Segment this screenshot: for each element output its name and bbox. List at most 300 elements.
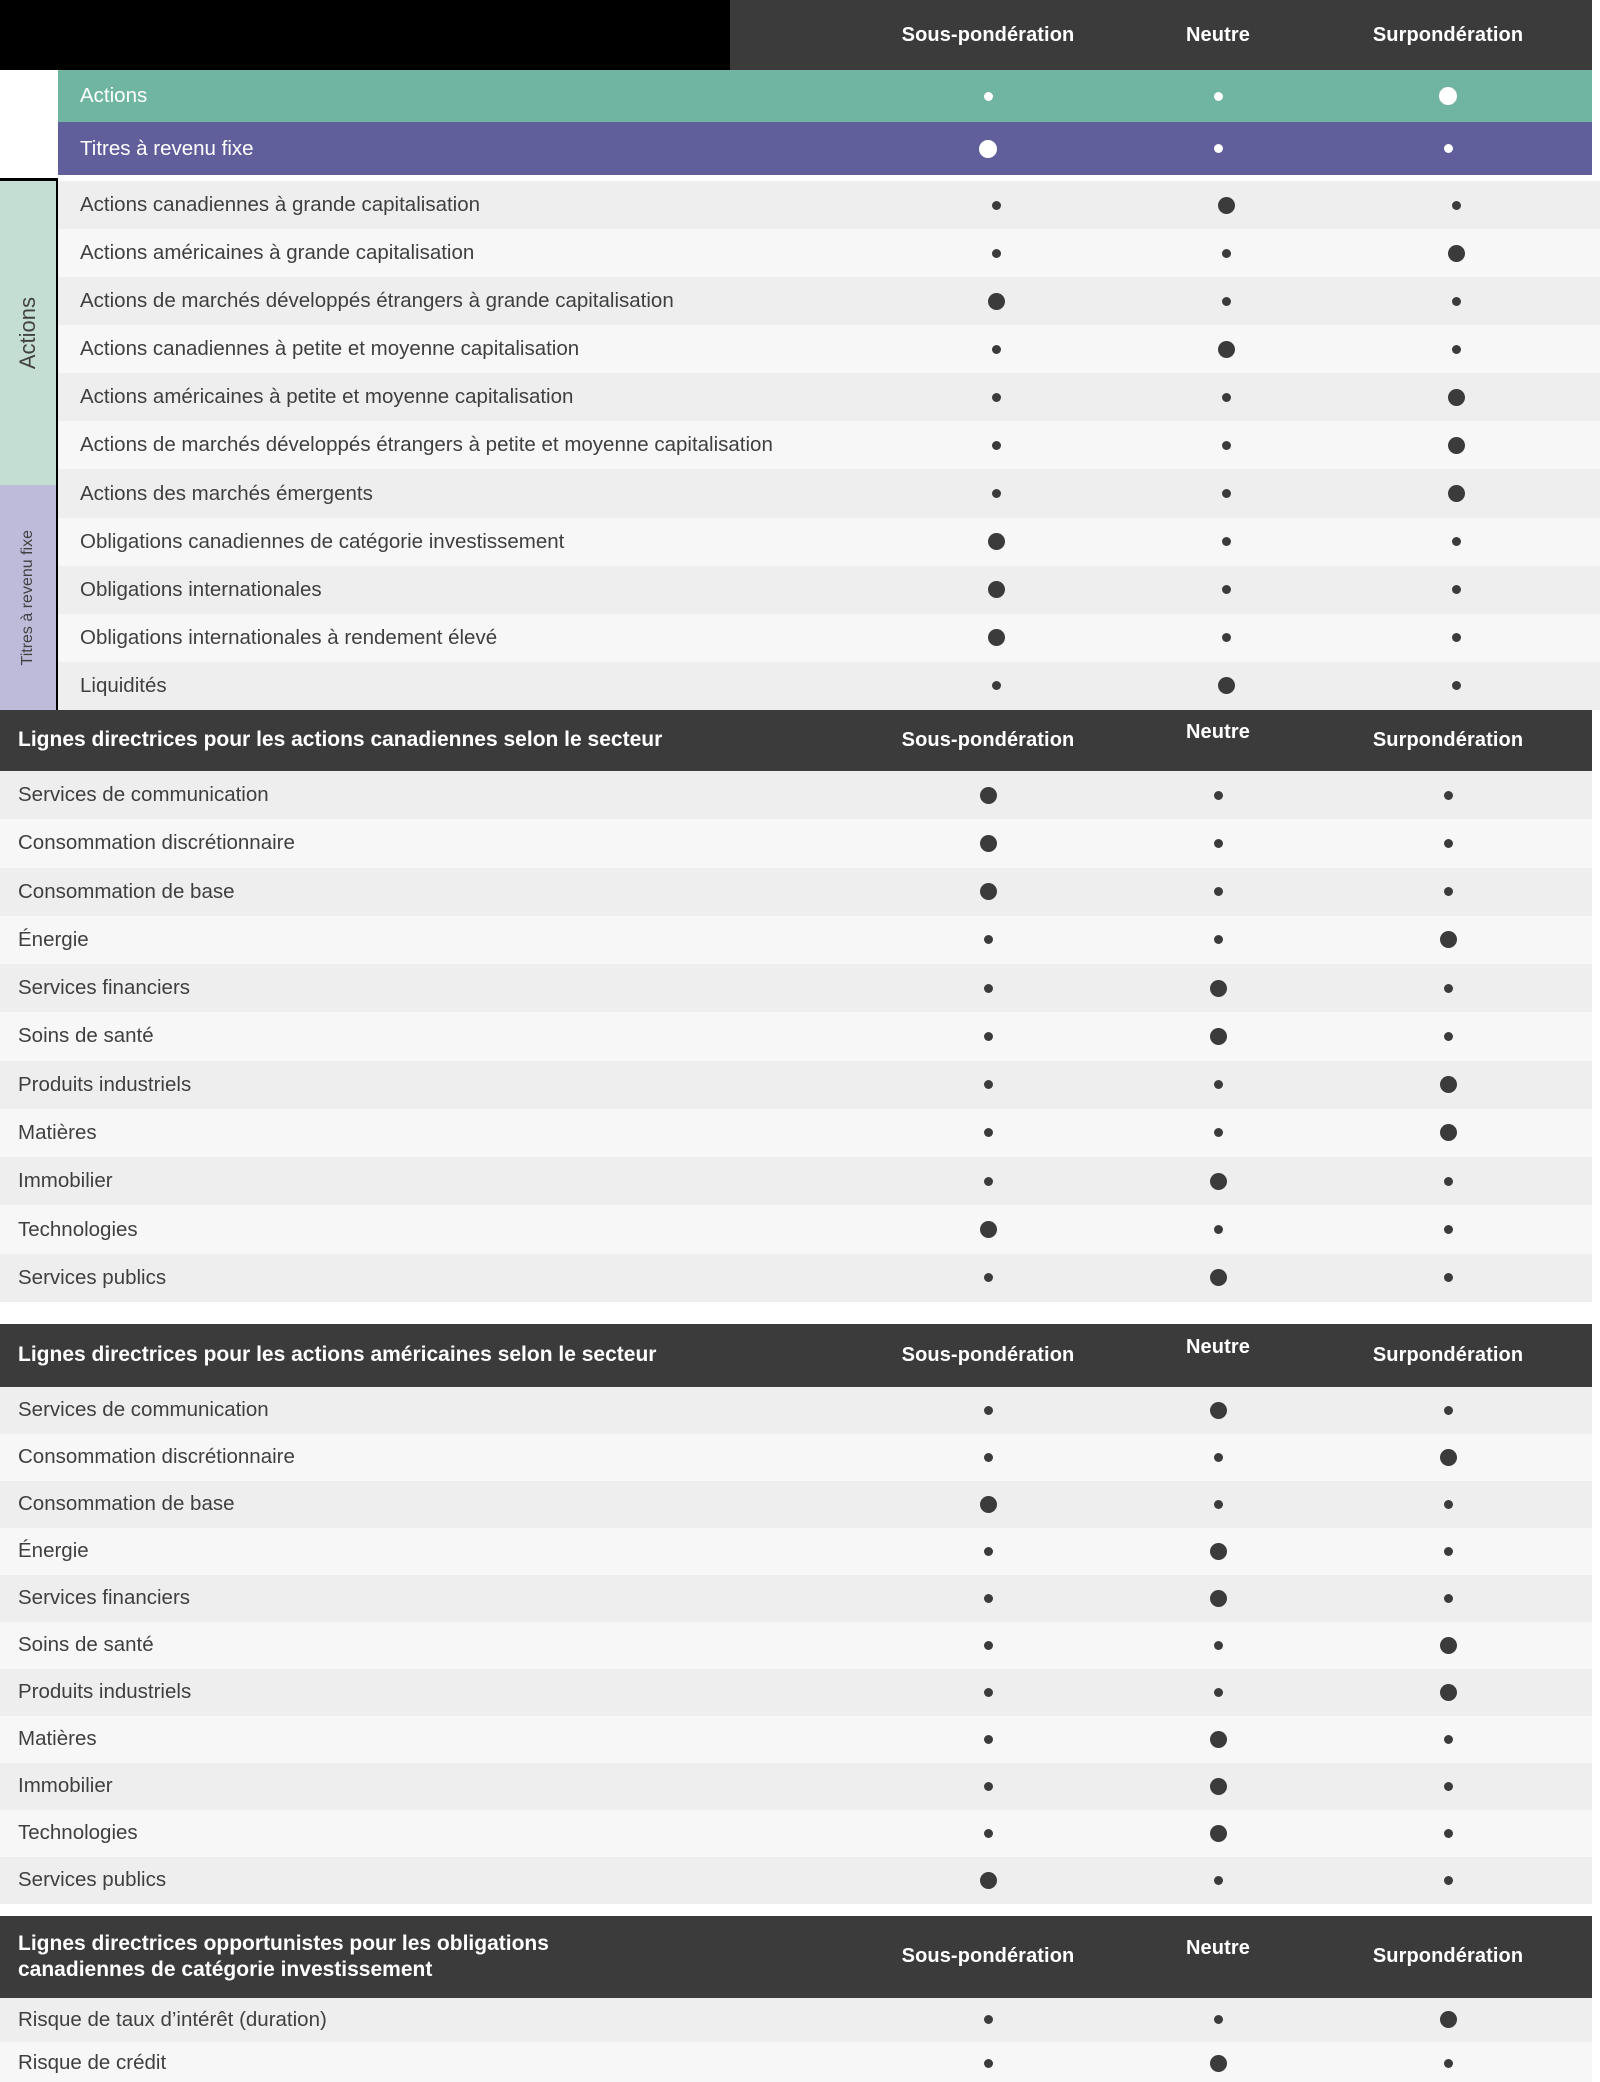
weight-dot-small <box>1444 1876 1453 1885</box>
weight-dot-small <box>1222 585 1231 594</box>
weight-cell-sous-ponderation <box>881 293 1111 310</box>
row-label: Consommation de base <box>18 1492 235 1516</box>
weight-dot-small <box>1214 1876 1223 1885</box>
weight-cell-neutre <box>1103 1269 1333 1286</box>
row-label: Obligations internationales <box>80 577 322 601</box>
row-label: Consommation de base <box>18 879 235 903</box>
table-row <box>0 1716 1592 1763</box>
weight-cell-sous-ponderation <box>881 249 1111 258</box>
row-label: Matières <box>18 1727 97 1751</box>
weight-dot-small <box>1214 1225 1223 1234</box>
weight-dot-small <box>984 1128 993 1137</box>
weight-cell-sous-ponderation <box>873 1547 1103 1556</box>
weight-cell-neutre <box>1111 393 1341 402</box>
weight-dot-small <box>1452 537 1461 546</box>
row-label: Risque de taux d’intérêt (duration) <box>18 2007 327 2031</box>
weight-dot-small <box>1214 839 1223 848</box>
weight-cell-sous-ponderation <box>873 1273 1103 1282</box>
column-header-neutre <box>1103 721 1333 752</box>
column-header-label: Surpondération <box>1372 1945 1524 1968</box>
section-gap <box>0 1904 1592 1916</box>
weight-dot-large <box>1440 1076 1457 1093</box>
column-header-label: Neutre <box>1186 23 1250 46</box>
weight-cell-surponderation <box>1333 2059 1563 2068</box>
weight-cell-surponderation <box>1341 681 1571 690</box>
weight-cell-neutre <box>1103 887 1333 896</box>
weight-dot-small <box>984 1080 993 1089</box>
weight-cell-neutre <box>1103 1778 1333 1795</box>
weight-cell-surponderation <box>1341 633 1571 642</box>
table-row <box>58 421 1600 469</box>
table-row <box>0 1669 1592 1716</box>
table-row <box>0 1157 1592 1205</box>
weight-dot-small <box>984 1547 993 1556</box>
weight-cell-neutre <box>1103 1402 1333 1419</box>
table-row <box>58 662 1600 710</box>
weight-dot-large <box>1440 1124 1457 1141</box>
weight-dot-small <box>1214 1453 1223 1462</box>
column-header-label: Surpondération <box>1372 1343 1524 1366</box>
weight-dot-small <box>1214 2015 1223 2024</box>
column-header-sous-ponderation <box>873 24 1103 47</box>
weight-dot-large <box>1448 437 1465 454</box>
weight-cell-surponderation <box>1333 1500 1563 1509</box>
weight-cell-neutre <box>1103 2055 1333 2072</box>
weight-dot-small <box>1444 1547 1453 1556</box>
weight-dot-large <box>1440 1684 1457 1701</box>
weight-cell-neutre <box>1111 297 1341 306</box>
weight-dot-small <box>1214 887 1223 896</box>
table-row <box>0 1998 1592 2042</box>
group-label-text: Titres à revenu fixe <box>19 529 36 666</box>
weight-cell-sous-ponderation <box>873 140 1103 158</box>
row-label: Services publics <box>18 1265 167 1289</box>
weight-dot-small <box>1444 1735 1453 1744</box>
top-header-band <box>0 0 1600 70</box>
column-header-surponderation <box>1333 1945 1563 1968</box>
weight-cell-surponderation <box>1333 1684 1563 1701</box>
weight-dot-large <box>1210 1731 1227 1748</box>
weight-cell-surponderation <box>1333 984 1563 993</box>
row-label: Actions <box>80 84 148 107</box>
table-row <box>0 1481 1592 1528</box>
column-header-sous-ponderation <box>873 1344 1103 1367</box>
weight-dot-small <box>1444 1406 1453 1415</box>
row-label: Consommation discrétionnaire <box>18 1445 295 1469</box>
section-title-text: Lignes directrices pour les actions américaines selon le secteur <box>18 1343 657 1367</box>
table-row <box>0 819 1592 867</box>
weight-dot-large <box>1210 1778 1227 1795</box>
table-row <box>58 373 1600 421</box>
weight-dot-small <box>1222 297 1231 306</box>
weight-dot-small <box>984 1735 993 1744</box>
weight-cell-surponderation <box>1333 1637 1563 1654</box>
weight-cell-neutre <box>1111 537 1341 546</box>
weight-cell-neutre <box>1103 1688 1333 1697</box>
weight-cell-neutre <box>1103 1453 1333 1462</box>
weight-cell-sous-ponderation <box>873 1735 1103 1744</box>
weight-dot-large <box>1210 1402 1227 1419</box>
weight-cell-surponderation <box>1333 1273 1563 1282</box>
weight-cell-surponderation <box>1333 87 1563 105</box>
row-label: Immobilier <box>18 1169 113 1193</box>
weight-dot-large <box>1440 1637 1457 1654</box>
weight-cell-sous-ponderation <box>881 489 1111 498</box>
weight-cell-neutre <box>1103 980 1333 997</box>
weight-cell-sous-ponderation <box>881 201 1111 210</box>
weight-dot-small <box>984 2059 993 2068</box>
weight-cell-sous-ponderation <box>873 1496 1103 1513</box>
group-strip <box>0 178 56 710</box>
guideline-section <box>0 710 1592 1302</box>
column-header-neutre <box>1103 1937 1333 1968</box>
weight-cell-sous-ponderation <box>873 2015 1103 2024</box>
weight-cell-neutre <box>1111 585 1341 594</box>
row-label: Actions de marchés développés étrangers à petite et moyenne capitalisation <box>80 433 773 457</box>
weight-dot-small <box>992 681 1001 690</box>
row-label: Actions des marchés émergents <box>80 481 373 505</box>
weight-cell-sous-ponderation <box>881 681 1111 690</box>
section-title-line: Lignes directrices opportunistes pour les obligations <box>18 1931 549 1955</box>
weight-dot-large <box>1210 1269 1227 1286</box>
row-label: Services financiers <box>18 976 191 1000</box>
weight-cell-neutre <box>1103 1641 1333 1650</box>
weight-cell-surponderation <box>1341 201 1571 210</box>
table-row <box>58 181 1600 229</box>
row-label: Actions américaines à grande capitalisation <box>80 241 475 265</box>
weight-cell-neutre <box>1111 197 1341 214</box>
weight-dot-small <box>1222 393 1231 402</box>
row-label: Obligations canadiennes de catégorie investissement <box>80 529 565 553</box>
weight-dot-small <box>984 1177 993 1186</box>
group-label-titres-a-revenu-fixe <box>0 485 56 710</box>
weight-cell-surponderation <box>1341 537 1571 546</box>
section-title-text: Lignes directrices pour les actions canadiennes selon le secteur <box>18 728 663 752</box>
weight-cell-sous-ponderation <box>873 1641 1103 1650</box>
weight-cell-sous-ponderation <box>873 1594 1103 1603</box>
weight-cell-sous-ponderation <box>881 629 1111 646</box>
weight-dot-large <box>988 581 1005 598</box>
table-row <box>0 771 1592 819</box>
weight-cell-surponderation <box>1333 1032 1563 1041</box>
row-label: Consommation discrétionnaire <box>18 831 295 855</box>
weight-cell-surponderation <box>1341 345 1571 354</box>
weight-dot-large <box>1440 931 1457 948</box>
weight-cell-neutre <box>1111 249 1341 258</box>
table-row <box>58 325 1600 373</box>
column-header-label: Neutre <box>1186 1335 1250 1358</box>
weight-dot-small <box>984 1782 993 1791</box>
weight-dot-small <box>1214 1500 1223 1509</box>
weight-cell-surponderation <box>1333 931 1563 948</box>
weight-cell-surponderation <box>1333 1449 1563 1466</box>
weight-cell-surponderation <box>1333 1124 1563 1141</box>
weight-dot-small <box>1222 537 1231 546</box>
group-label-actions <box>0 181 56 485</box>
row-label: Liquidités <box>80 673 167 697</box>
column-header-surponderation <box>1333 1344 1563 1367</box>
table-row <box>58 518 1600 566</box>
weight-dot-large <box>1440 1449 1457 1466</box>
weight-cell-sous-ponderation <box>873 883 1103 900</box>
weight-dot-small <box>1444 1032 1453 1041</box>
row-label: Risque de crédit <box>18 2051 167 2075</box>
weight-cell-sous-ponderation <box>873 1406 1103 1415</box>
weight-dot-large <box>1210 1028 1227 1045</box>
table-row <box>58 614 1600 662</box>
weight-dot-large <box>980 1496 997 1513</box>
weight-dot-large <box>980 883 997 900</box>
weight-cell-surponderation <box>1333 1547 1563 1556</box>
weight-dot-small <box>1222 489 1231 498</box>
weight-dot-small <box>1214 1128 1223 1137</box>
weight-cell-neutre <box>1103 1825 1333 1842</box>
asset-class-row <box>58 122 1592 175</box>
table-row <box>0 1810 1592 1857</box>
column-header-label: Sous-pondération <box>901 1343 1075 1366</box>
column-header-sous-ponderation <box>873 729 1103 752</box>
weight-cell-surponderation <box>1333 1225 1563 1234</box>
column-header-surponderation <box>1333 729 1563 752</box>
weight-cell-neutre <box>1103 1876 1333 1885</box>
weight-dot-small <box>1444 839 1453 848</box>
table-row <box>0 1622 1592 1669</box>
table-row <box>58 469 1600 517</box>
weight-cell-surponderation <box>1333 1406 1563 1415</box>
weight-cell-surponderation <box>1333 2011 1563 2028</box>
weight-dot-small <box>992 489 1001 498</box>
weight-dot-large <box>1439 87 1457 105</box>
weight-dot-small <box>992 393 1001 402</box>
row-label: Énergie <box>18 1539 89 1563</box>
weight-dot-small <box>992 201 1001 210</box>
weight-dot-large <box>1210 1543 1227 1560</box>
weight-cell-surponderation <box>1333 791 1563 800</box>
row-label: Énergie <box>18 927 89 951</box>
weight-dot-small <box>1444 1782 1453 1791</box>
weight-cell-neutre <box>1103 791 1333 800</box>
weight-dot-small <box>1452 585 1461 594</box>
weight-cell-surponderation <box>1333 1594 1563 1603</box>
weight-cell-sous-ponderation <box>873 835 1103 852</box>
weight-dot-small <box>1444 984 1453 993</box>
weight-cell-surponderation <box>1333 1177 1563 1186</box>
row-label: Technologies <box>18 1821 138 1845</box>
weight-cell-neutre <box>1103 144 1333 153</box>
section-header <box>0 1324 1592 1387</box>
row-label: Technologies <box>18 1217 138 1241</box>
weight-cell-sous-ponderation <box>873 1829 1103 1838</box>
section-title <box>0 1931 873 1984</box>
weight-dot-small <box>1452 345 1461 354</box>
table-row <box>0 1061 1592 1109</box>
weight-dot-small <box>1214 935 1223 944</box>
weight-dot-small <box>1452 681 1461 690</box>
weight-dot-large <box>980 787 997 804</box>
section-header <box>0 1916 1592 1998</box>
weight-dot-small <box>1444 1225 1453 1234</box>
weight-dot-small <box>1214 1080 1223 1089</box>
weight-cell-sous-ponderation <box>873 1080 1103 1089</box>
weight-dot-small <box>1214 92 1223 101</box>
weight-cell-sous-ponderation <box>873 1872 1103 1889</box>
weight-cell-sous-ponderation <box>873 92 1103 101</box>
weight-cell-surponderation <box>1341 437 1571 454</box>
weight-cell-surponderation <box>1333 839 1563 848</box>
weight-cell-surponderation <box>1333 1735 1563 1744</box>
weight-dot-large <box>1448 485 1465 502</box>
weight-cell-neutre <box>1103 92 1333 101</box>
column-header-sous-ponderation <box>873 1945 1103 1968</box>
asset-class-overview <box>0 70 1600 175</box>
column-header-label: Neutre <box>1186 1937 1250 1960</box>
weight-dot-small <box>1452 297 1461 306</box>
weight-dot-small <box>984 92 993 101</box>
section-title <box>0 1342 873 1368</box>
weight-dot-small <box>1222 633 1231 642</box>
table-row <box>0 1205 1592 1253</box>
weight-dot-small <box>984 1829 993 1838</box>
column-header-label: Surpondération <box>1372 23 1524 46</box>
table-row <box>58 566 1600 614</box>
row-label: Matières <box>18 1120 97 1144</box>
weight-dot-small <box>1444 1829 1453 1838</box>
column-header-label: Sous-pondération <box>901 23 1075 46</box>
row-label: Actions américaines à petite et moyenne capitalisation <box>80 385 574 409</box>
row-label: Produits industriels <box>18 1072 192 1096</box>
weight-dot-small <box>1214 1641 1223 1650</box>
weight-dot-small <box>1444 887 1453 896</box>
weight-cell-neutre <box>1103 1543 1333 1560</box>
weight-cell-surponderation <box>1341 245 1571 262</box>
weight-dot-small <box>984 1273 993 1282</box>
weight-cell-sous-ponderation <box>881 533 1111 550</box>
table-row <box>58 229 1600 277</box>
table-row <box>0 1012 1592 1060</box>
weight-dot-large <box>1218 341 1235 358</box>
column-header-label: Sous-pondération <box>901 729 1075 751</box>
row-label: Actions de marchés développés étrangers à grande capitalisation <box>80 289 674 313</box>
weight-dot-small <box>992 441 1001 450</box>
weight-dot-small <box>1214 144 1223 153</box>
row-label: Services publics <box>18 1868 167 1892</box>
weight-cell-neutre <box>1111 341 1341 358</box>
weight-dot-small <box>1222 441 1231 450</box>
weight-dot-small <box>1444 1594 1453 1603</box>
weight-cell-sous-ponderation <box>873 1221 1103 1238</box>
weight-dot-large <box>1448 389 1465 406</box>
weight-dot-large <box>1210 1825 1227 1842</box>
weight-dot-small <box>1452 201 1461 210</box>
row-label: Services financiers <box>18 1586 191 1610</box>
weight-cell-sous-ponderation <box>873 2059 1103 2068</box>
table-row <box>0 1434 1592 1481</box>
weight-cell-neutre <box>1103 1028 1333 1045</box>
row-label: Obligations internationales à rendement élevé <box>80 625 498 649</box>
table-row <box>0 916 1592 964</box>
weight-cell-surponderation <box>1333 144 1563 153</box>
weight-cell-surponderation <box>1341 389 1571 406</box>
column-header-neutre <box>1103 1335 1333 1367</box>
table-row <box>0 1528 1592 1575</box>
weight-cell-surponderation <box>1333 1829 1563 1838</box>
weight-dot-large <box>1448 245 1465 262</box>
row-label: Services de communication <box>18 783 269 807</box>
weight-columns-header <box>730 0 1592 70</box>
row-label: Actions canadiennes à grande capitalisation <box>80 193 481 217</box>
weight-dot-large <box>980 1872 997 1889</box>
weight-dot-small <box>1222 249 1231 258</box>
weight-dot-large <box>988 293 1005 310</box>
row-label: Actions canadiennes à petite et moyenne capitalisation <box>80 337 580 361</box>
guideline-section <box>0 1324 1592 1904</box>
weight-dot-small <box>984 1641 993 1650</box>
asset-class-detail <box>0 178 1600 710</box>
weight-dot-small <box>984 1453 993 1462</box>
weight-dot-small <box>1444 1177 1453 1186</box>
weight-cell-neutre <box>1111 441 1341 450</box>
table-row <box>58 277 1600 325</box>
row-label: Soins de santé <box>18 1024 154 1048</box>
section-header <box>0 710 1592 771</box>
weight-dot-large <box>980 835 997 852</box>
weight-dot-large <box>1218 677 1235 694</box>
section-title-line: canadiennes de catégorie investissement <box>18 1957 433 1981</box>
weight-cell-sous-ponderation <box>873 1782 1103 1791</box>
weight-cell-neutre <box>1103 1590 1333 1607</box>
weight-cell-sous-ponderation <box>881 393 1111 402</box>
weight-cell-surponderation <box>1333 1782 1563 1791</box>
table-row <box>0 1254 1592 1302</box>
weight-dot-small <box>984 1406 993 1415</box>
weight-cell-neutre <box>1103 1225 1333 1234</box>
weight-cell-neutre <box>1111 633 1341 642</box>
weight-dot-large <box>1210 2055 1227 2072</box>
weight-dot-small <box>1444 791 1453 800</box>
weight-dot-large <box>980 1221 997 1238</box>
weight-cell-sous-ponderation <box>873 935 1103 944</box>
column-header-label: Sous-pondération <box>901 1945 1075 1968</box>
weight-dot-small <box>1444 1273 1453 1282</box>
weight-cell-sous-ponderation <box>873 1453 1103 1462</box>
weight-dot-small <box>1444 1500 1453 1509</box>
weight-dot-small <box>984 2015 993 2024</box>
weight-cell-neutre <box>1103 1731 1333 1748</box>
table-row <box>0 1109 1592 1157</box>
table-row <box>0 1575 1592 1622</box>
weight-cell-sous-ponderation <box>881 345 1111 354</box>
weight-cell-neutre <box>1111 677 1341 694</box>
weight-dot-large <box>1218 197 1235 214</box>
weight-cell-sous-ponderation <box>873 1177 1103 1186</box>
weight-cell-surponderation <box>1333 1876 1563 1885</box>
table-row <box>0 1857 1592 1904</box>
column-header-label: Neutre <box>1186 721 1250 743</box>
weight-dot-small <box>1214 1688 1223 1697</box>
weight-dot-large <box>988 533 1005 550</box>
weight-cell-neutre <box>1103 839 1333 848</box>
row-label: Soins de santé <box>18 1633 154 1657</box>
weight-dot-small <box>984 984 993 993</box>
section-gap <box>0 1302 1592 1324</box>
column-header-label: Surpondération <box>1372 729 1524 751</box>
weight-cell-surponderation <box>1341 297 1571 306</box>
weight-dot-small <box>992 249 1001 258</box>
row-label: Services de communication <box>18 1398 269 1422</box>
table-row <box>0 1387 1592 1434</box>
weight-cell-sous-ponderation <box>873 1688 1103 1697</box>
weight-cell-surponderation <box>1341 585 1571 594</box>
